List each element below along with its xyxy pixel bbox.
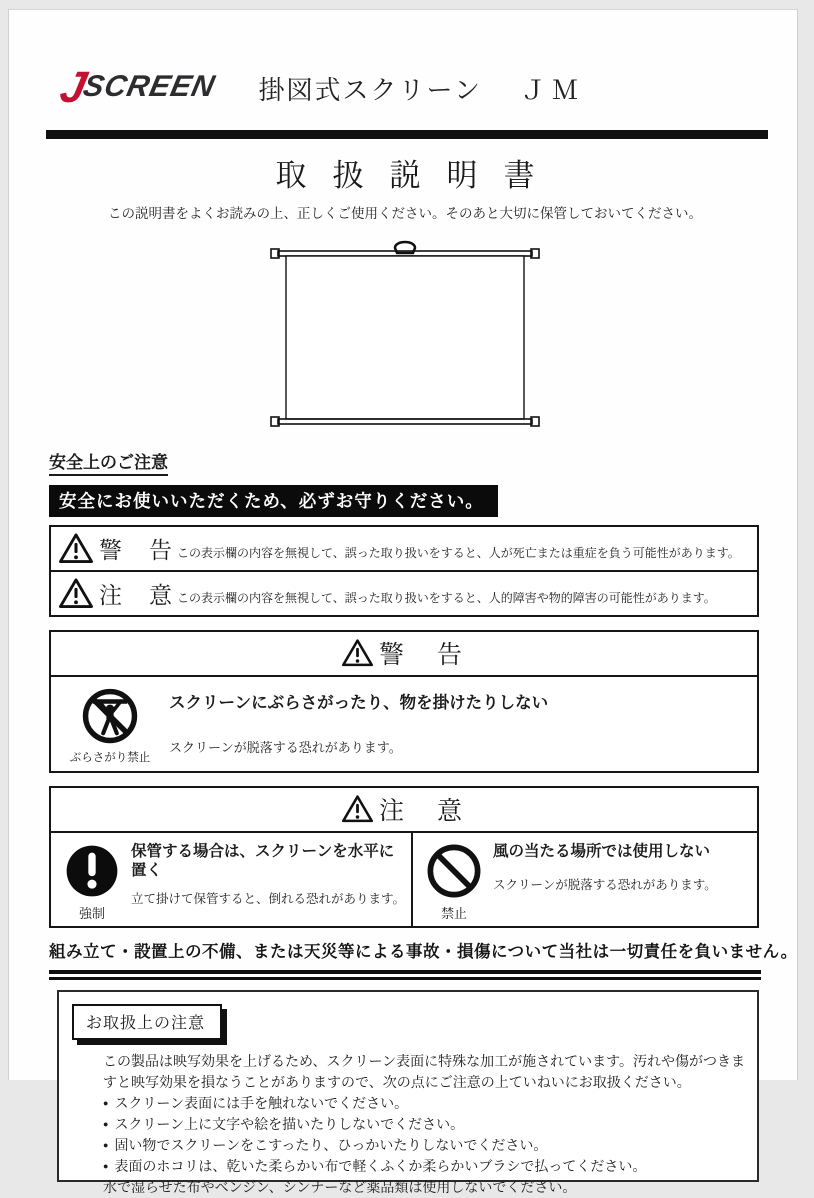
hazard-level-table: [49, 525, 759, 617]
hazard-level-desc: この表示欄の内容を無視して、誤った取り扱いをすると、人が死亡または重症を負う可能性があります。: [177, 546, 740, 560]
caution-icon-cell: [413, 833, 485, 926]
warning-icon-cell: [51, 677, 169, 771]
warning-triangle-icon: [59, 533, 93, 564]
no-hanging-icon: [81, 687, 139, 745]
warning-triangle-icon: [342, 795, 373, 823]
caution-headline: 風の当たる場所では使用しない: [493, 843, 711, 860]
hazard-level-label: 注 意: [99, 582, 174, 608]
warning-triangle-icon: [342, 639, 373, 667]
icon-caption: 強制: [78, 906, 105, 921]
bullet-icon: ●: [103, 1140, 109, 1150]
warning-section-header: [51, 632, 757, 677]
handling-body: [59, 1040, 757, 1198]
safety-banner: 安全にお使いいただくため、必ずお守りください。: [49, 485, 498, 517]
caution-section-header: [51, 788, 757, 833]
product-title: 掛図式スクリーン: [258, 74, 482, 105]
safety-heading: 安全上のご注意: [49, 448, 168, 476]
section-divider: [49, 970, 761, 980]
warning-section-body: [51, 677, 757, 771]
bullet-text: スクリーン表面には手を触れないでください。: [114, 1095, 409, 1111]
caution-section-body: [51, 833, 757, 926]
caution-text-cell: [123, 833, 411, 926]
handling-precautions-box: [57, 990, 759, 1195]
caution-text-cell: [485, 833, 723, 926]
caution-item-storage: [51, 833, 411, 926]
handling-footnote: 水で湿らせた布やベンジン、シンナーなど薬品類は使用しないでください。: [103, 1179, 577, 1195]
warning-triangle-icon: [59, 578, 93, 609]
warning-body: スクリーンが脱落する恐れがあります。: [169, 740, 402, 755]
hazard-level-label: 警 告: [99, 537, 174, 563]
bullet-text: スクリーン上に文字や絵を描いたりしないでください。: [114, 1116, 465, 1132]
caution-headline: 保管する場合は、スクリーンを水平に置く: [131, 843, 395, 880]
title-rule: [46, 130, 768, 139]
warning-text-cell: [169, 677, 757, 771]
page-header: [49, 63, 761, 113]
caution-section: [49, 786, 759, 928]
icon-caption: ぶらさがり禁止: [69, 752, 151, 764]
caution-section-title: 注 意: [378, 797, 466, 825]
table-row: [51, 570, 757, 615]
screen-illustration: [269, 236, 541, 438]
intro-sentence: この説明書をよくお読みの上、正しくご使用ください。そのあと大切に保管しておいてください。: [108, 206, 702, 221]
caution-body: 立て掛けて保管すると、倒れる恐れがあります。: [131, 891, 406, 906]
mandatory-icon: [64, 843, 120, 899]
liability-statement: 組み立て・設置上の不備、または天災等による事故・損傷について当社は一切責任を負いません。: [49, 943, 798, 961]
icon-caption: 禁止: [440, 906, 467, 921]
hazard-level-desc: この表示欄の内容を無視して、誤った取り扱いをすると、人的障害や物的障害の可能性があります。: [177, 591, 716, 605]
logo-screen-text: SCREEN: [80, 70, 219, 104]
bullet-text: 表面のホコリは、乾いた柔らかい布で軽くふくか柔らかいブラシで払ってください。: [114, 1158, 647, 1174]
table-row: [51, 527, 757, 570]
bullet-icon: ●: [103, 1098, 109, 1108]
manual-page: [8, 9, 798, 1195]
product-model: ＪＭ: [520, 74, 585, 105]
logo-j-letter: J: [55, 63, 89, 113]
caution-icon-cell: [51, 833, 123, 926]
bullet-icon: ●: [103, 1119, 109, 1129]
warning-section: [49, 630, 759, 773]
handling-paragraph: この製品は映写効果を上げるため、スクリーン表面に特殊な加工が施されています。汚れや傷がつきますと映写効果を損なうことがありますので、次の点にご注意の上ていねいにお取扱ください。: [103, 1053, 746, 1090]
warning-section-title: 警 告: [378, 641, 466, 669]
list-item: [103, 1156, 731, 1177]
handling-title: お取扱上の注意: [72, 1004, 222, 1040]
bullet-icon: ●: [103, 1161, 109, 1171]
warning-headline: スクリーンにぶらさがったり、物を掛けたりしない: [169, 694, 549, 712]
list-item: [103, 1135, 731, 1156]
document-title: 取扱説明書: [275, 158, 561, 193]
list-item: [103, 1114, 731, 1135]
caution-item-wind: [411, 833, 757, 926]
prohibition-icon: [426, 843, 482, 899]
jscreen-logo: [55, 63, 219, 113]
list-item: [103, 1093, 731, 1114]
caution-body: スクリーンが脱落する恐れがあります。: [493, 878, 717, 893]
bullet-text: 固い物でスクリーンをこすったり、ひっかいたりしないでください。: [114, 1137, 548, 1153]
